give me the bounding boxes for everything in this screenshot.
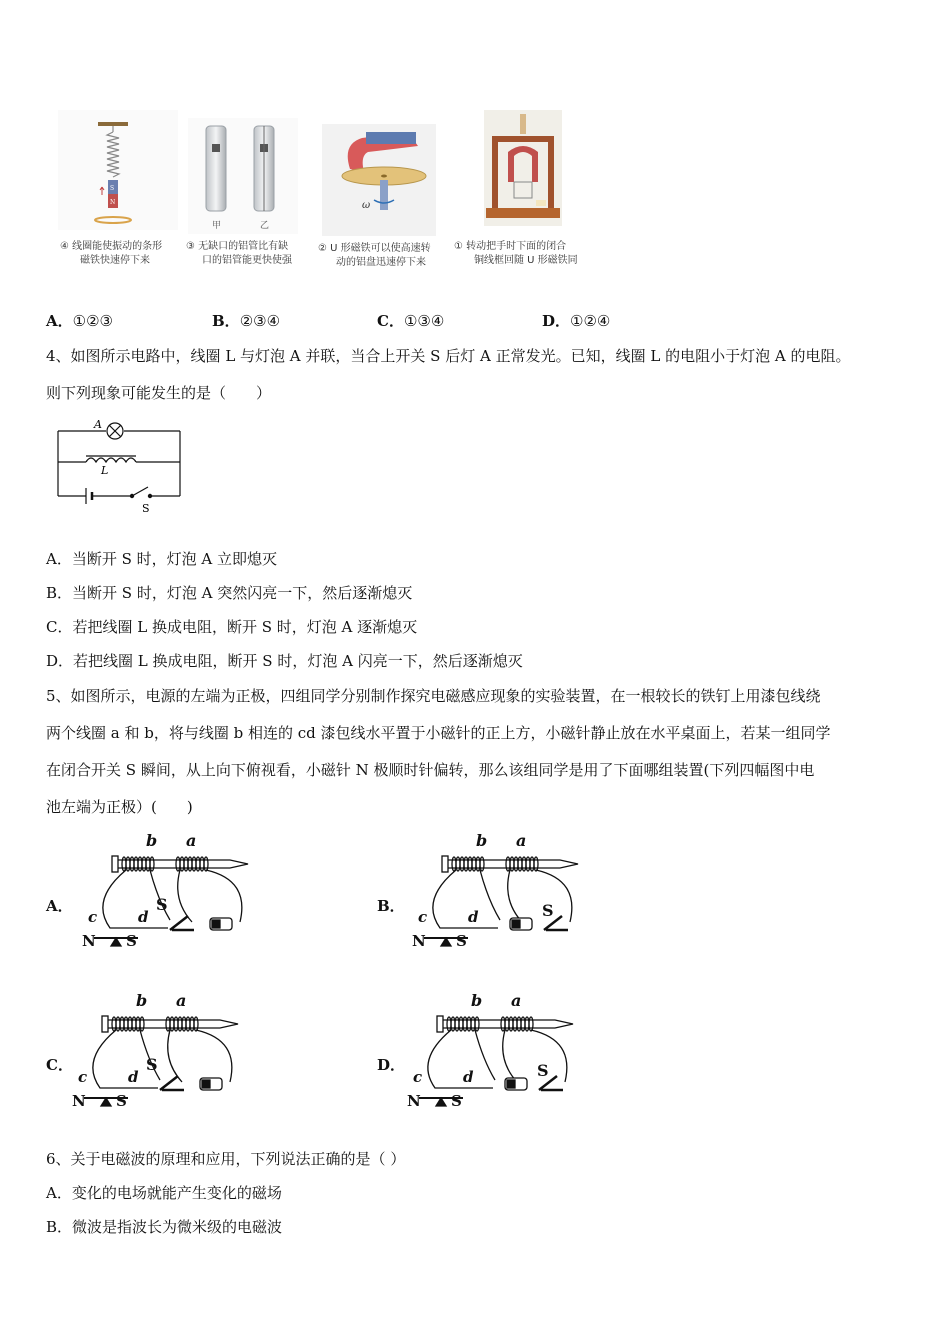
label-c: c bbox=[88, 908, 98, 926]
label-needle-s: S bbox=[456, 932, 467, 950]
label-needle-n: N bbox=[72, 1092, 86, 1110]
q5-stem-line-1: 5、如图所示，电源的左端为正极，四组同学分别制作探究电磁感应现象的实验装置，在一根较长的铁钉上用漆包线绕 bbox=[46, 687, 821, 705]
q5-option-c-label[interactable]: C． bbox=[46, 1056, 73, 1074]
label-d: d bbox=[138, 908, 149, 926]
label-needle-n: N bbox=[407, 1092, 421, 1110]
q3-option-c[interactable]: C．①③④ bbox=[377, 312, 445, 330]
label-switch-s: S bbox=[542, 901, 554, 920]
label-b: b bbox=[136, 991, 148, 1010]
wire-a-left bbox=[503, 1030, 517, 1082]
label-needle-s: S bbox=[126, 932, 137, 950]
q5-option-b-label[interactable]: B． bbox=[377, 897, 405, 915]
q5-figure-d[interactable] bbox=[405, 990, 585, 1115]
label-a: a bbox=[186, 831, 197, 850]
figure-u-magnet-disc bbox=[322, 124, 436, 236]
label-switch-s: S bbox=[146, 1055, 158, 1074]
switch bbox=[160, 1076, 184, 1090]
nail bbox=[446, 860, 578, 868]
switch bbox=[170, 916, 194, 930]
wire-a-left bbox=[508, 870, 522, 922]
wire-a-right bbox=[196, 1030, 232, 1082]
label-needle-s: S bbox=[451, 1092, 462, 1110]
nail-head bbox=[102, 1016, 108, 1032]
figure-spring-magnet bbox=[58, 110, 178, 230]
q4-stem-line-1: 4、如图所示电路中，线圈 L 与灯泡 A 并联，当合上开关 S 后灯 A 正常发光。已知，线圈 L 的电阻小于灯泡 A 的电阻。 bbox=[46, 347, 851, 365]
circuit-label-switch: S bbox=[142, 502, 150, 515]
figure-3-caption: ③ 无缺口的铝管比有缺 口的铝管能更快使强 bbox=[186, 241, 292, 266]
q5-stem-line-4: 池左端为正极）( ) bbox=[46, 798, 193, 816]
nail bbox=[116, 860, 248, 868]
label-needle-n: N bbox=[412, 932, 426, 950]
omega-label: ω bbox=[362, 200, 371, 211]
q5-figure-c[interactable] bbox=[70, 990, 250, 1115]
frame-illustration bbox=[484, 110, 562, 226]
wire-a-left bbox=[168, 1030, 182, 1082]
label-a: a bbox=[176, 991, 187, 1010]
label-d: d bbox=[468, 908, 479, 926]
q4-option-a[interactable]: A．当断开 S 时，灯泡 A 立即熄灭 bbox=[46, 550, 278, 568]
q3-option-b[interactable]: B．②③④ bbox=[212, 312, 281, 330]
q6-stem: 6、关于电磁波的原理和应用，下列说法正确的是（ ） bbox=[46, 1150, 406, 1168]
label-c: c bbox=[413, 1068, 423, 1086]
battery-terminal bbox=[507, 1080, 515, 1088]
wire-b-right bbox=[480, 870, 500, 920]
svg-text:S: S bbox=[110, 185, 115, 192]
disc-illustration bbox=[322, 124, 436, 236]
tube-label-jia: 甲 bbox=[212, 221, 222, 231]
label-b: b bbox=[146, 831, 158, 850]
wire-b-left bbox=[433, 870, 498, 928]
spring-magnet-illustration bbox=[58, 110, 178, 230]
nail-head bbox=[437, 1016, 443, 1032]
tube-label-yi: 乙 bbox=[260, 221, 270, 231]
q5-figure-b[interactable] bbox=[410, 830, 590, 955]
label-needle-n: N bbox=[82, 932, 96, 950]
q4-stem-line-2: 则下列现象可能发生的是（ ） bbox=[46, 384, 272, 402]
compass-base bbox=[441, 938, 451, 946]
figure-4-caption: ④ 线圈能使振动的条形 磁铁快速停下来 bbox=[60, 241, 163, 266]
q5-option-d-label[interactable]: D． bbox=[377, 1056, 406, 1074]
wire-a-right bbox=[206, 870, 242, 922]
q4-option-b[interactable]: B．当断开 S 时，灯泡 A 突然闪亮一下，然后逐渐熄灭 bbox=[46, 584, 413, 602]
nail-head bbox=[442, 856, 448, 872]
wire-b-left bbox=[428, 1030, 493, 1088]
q6-option-a[interactable]: A．变化的电场就能产生变化的磁场 bbox=[46, 1184, 282, 1202]
label-c: c bbox=[78, 1068, 88, 1086]
q4-option-c[interactable]: C．若把线圈 L 换成电阻，断开 S 时，灯泡 A 逐渐熄灭 bbox=[46, 618, 418, 636]
label-c: c bbox=[418, 908, 428, 926]
q3-option-a[interactable]: A．①②③ bbox=[46, 312, 113, 330]
compass-base bbox=[111, 938, 121, 946]
compass-base bbox=[101, 1098, 111, 1106]
circuit-label-lamp: A bbox=[94, 418, 102, 431]
label-b: b bbox=[471, 991, 483, 1010]
battery-terminal bbox=[512, 920, 520, 928]
q6-option-b[interactable]: B．微波是指波长为微米级的电磁波 bbox=[46, 1218, 283, 1236]
label-d: d bbox=[463, 1068, 474, 1086]
label-a: a bbox=[516, 831, 527, 850]
battery-terminal bbox=[202, 1080, 210, 1088]
nail bbox=[441, 1020, 573, 1028]
compass-base bbox=[436, 1098, 446, 1106]
q5-option-a-label[interactable]: A． bbox=[46, 897, 73, 915]
nail bbox=[106, 1020, 238, 1028]
label-switch-s: S bbox=[156, 895, 168, 914]
label-d: d bbox=[128, 1068, 139, 1086]
wire-a-left bbox=[178, 870, 192, 922]
q4-option-d[interactable]: D．若把线圈 L 换成电阻，断开 S 时，灯泡 A 闪亮一下，然后逐渐熄灭 bbox=[46, 652, 523, 670]
svg-text:N: N bbox=[110, 199, 116, 206]
label-a: a bbox=[511, 991, 522, 1010]
q5-stem-line-2: 两个线圈 a 和 b，将与线圈 b 相连的 cd 漆包线水平置于小磁针的正上方，小磁针静止放在水平桌面上，若某一组同学 bbox=[46, 724, 831, 742]
q5-figure-a[interactable] bbox=[80, 830, 260, 955]
figure-rotating-frame bbox=[484, 110, 562, 226]
q4-circuit-diagram bbox=[50, 416, 190, 516]
wire-b-right bbox=[475, 1030, 495, 1080]
nail-head bbox=[112, 856, 118, 872]
figure-1-caption: ① 转动把手时下面的闭合 铜线框回随 U 形磁铁同 bbox=[454, 241, 578, 266]
label-switch-s: S bbox=[537, 1061, 549, 1080]
q5-stem-line-3: 在闭合开关 S 瞬间，从上向下俯视看，小磁针 N 极顺时针偏转，那么该组同学是用了下面哪组装置(下列四幅图中电 bbox=[46, 761, 815, 779]
tubes-illustration bbox=[188, 118, 298, 234]
figure-aluminum-tubes bbox=[188, 118, 298, 234]
circuit-label-coil: L bbox=[101, 464, 109, 477]
q3-option-d[interactable]: D．①②④ bbox=[542, 312, 611, 330]
label-b: b bbox=[476, 831, 488, 850]
battery-terminal bbox=[212, 920, 220, 928]
figure-2-caption: ② U 形磁铁可以使高速转 动的铝盘迅速停下来 bbox=[318, 243, 431, 268]
label-needle-s: S bbox=[116, 1092, 127, 1110]
